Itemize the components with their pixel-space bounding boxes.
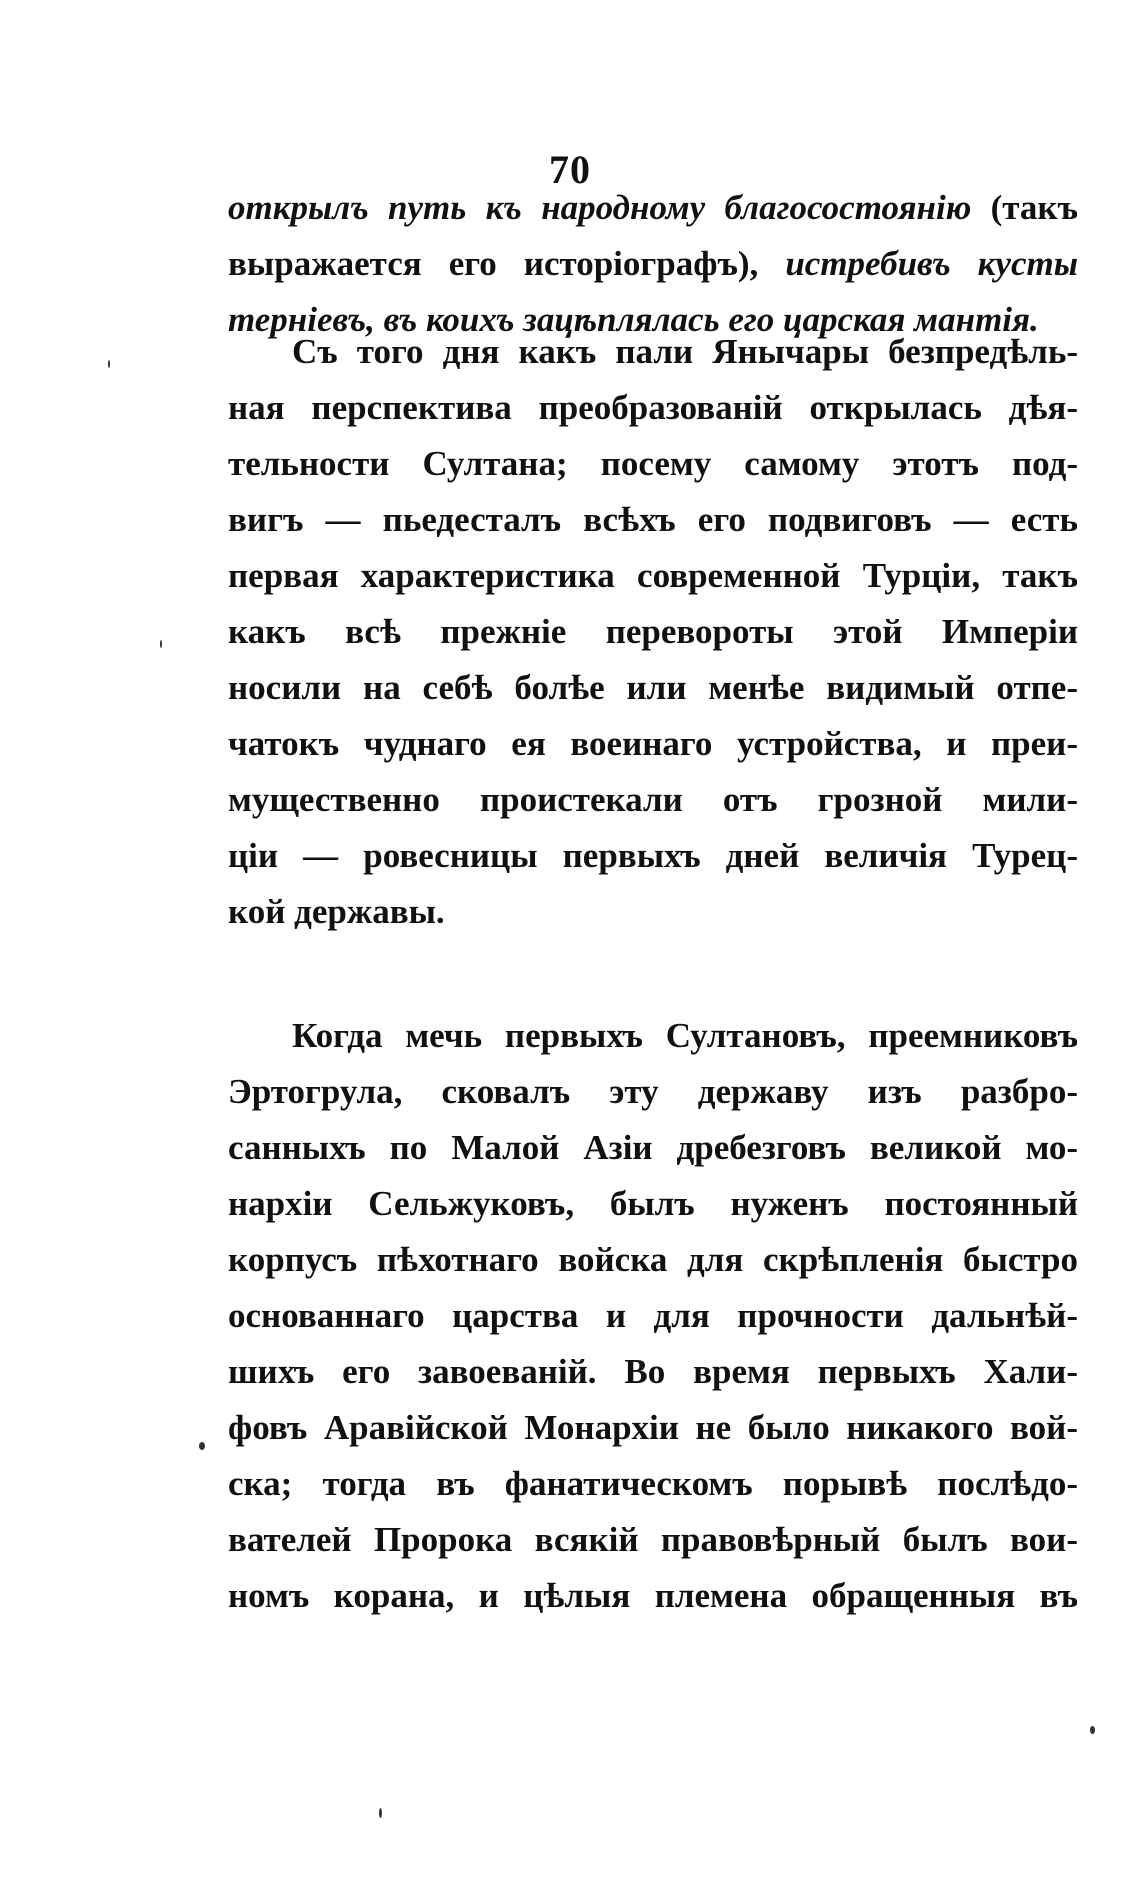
text-line: ная перспектива преобразованій открылась дѣя-	[228, 388, 1078, 427]
text-line: Когда мечь первыхъ Султановъ, преемниковъ	[292, 1016, 1078, 1055]
text-segment-italic: истребивъ кусты	[785, 244, 1078, 283]
text-line: чатокъ чуднаго ея воеинаго устройства, и преи-	[228, 724, 1078, 763]
text-line: мущественно проистекали отъ грозной мили-	[228, 780, 1078, 819]
scan-speck	[1090, 1726, 1095, 1734]
paragraph-continuation	[228, 180, 1078, 348]
scan-speck	[199, 1442, 205, 1450]
text-line: кой державы.	[228, 892, 445, 931]
text-line: Эртогрула, сковалъ эту державу изъ разбро-	[228, 1072, 1078, 1111]
text-line: фовъ Аравійской Монархіи не было никакого вой-	[228, 1408, 1078, 1447]
text-segment: (такъ	[971, 188, 1078, 227]
text-line: какъ всѣ прежніе перевороты этой Имперіи	[228, 612, 1078, 651]
scan-speck	[108, 360, 110, 368]
text-line: шихъ его завоеваній. Во время первыхъ Хали-	[228, 1352, 1078, 1391]
text-line: ска; тогда въ фанатическомъ порывѣ послѣдо-	[228, 1464, 1078, 1503]
text-segment-italic: терніевъ, въ коихъ зацѣплялась его царская мантія.	[228, 300, 1039, 339]
text-line	[228, 236, 1078, 292]
text-line: тельности Султана; посему самому этотъ под-	[228, 444, 1078, 483]
text-segment-italic: открылъ путь къ народному благосостоянію	[228, 188, 972, 227]
text-segment: выражается его исторіографъ),	[228, 244, 786, 283]
paragraph-janissaries	[228, 324, 1078, 940]
text-line: носили на себѣ болѣе или менѣе видимый отпе-	[228, 668, 1078, 707]
text-line: нархіи Сельжуковъ, былъ нуженъ постоянный	[228, 1184, 1078, 1223]
text-line: Съ того дня какъ пали Янычары безпредѣль-	[292, 332, 1078, 371]
paragraph-sultans	[228, 1008, 1078, 1624]
page-number: 70	[549, 147, 591, 192]
scan-speck	[160, 640, 162, 648]
text-line: ціи — ровесницы первыхъ дней величія Турец-	[228, 836, 1078, 875]
text-line: корпусъ пѣхотнаго войска для скрѣпленія быстро	[228, 1240, 1078, 1279]
text-line	[228, 180, 1078, 236]
text-line: первая характеристика современной Турціи, такъ	[228, 556, 1078, 595]
text-line: основаннаго царства и для прочности дальнѣй-	[228, 1296, 1078, 1335]
text-line: санныхъ по Малой Азіи дребезговъ великой мо-	[228, 1128, 1078, 1167]
text-line: вигъ — пьедесталъ всѣхъ его подвиговъ — есть	[228, 500, 1078, 539]
scan-speck	[379, 1808, 382, 1818]
text-line: номъ корана, и цѣлыя племена обращенныя въ	[228, 1576, 1078, 1615]
text-line: вателей Пророка всякій правовѣрный былъ вои-	[228, 1520, 1078, 1559]
